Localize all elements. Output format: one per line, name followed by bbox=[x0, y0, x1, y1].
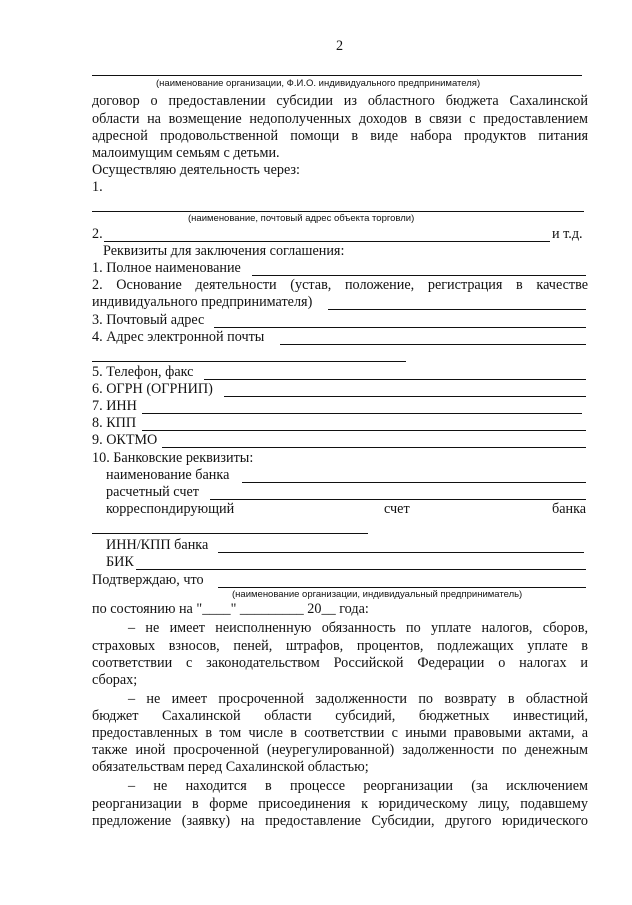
email-label: 4. Адрес электронной почты bbox=[92, 329, 265, 345]
basis-label-2: индивидуального предпринимателя) bbox=[92, 294, 313, 310]
requisites-title: Реквизиты для заключения соглашения: bbox=[103, 243, 345, 259]
bank-requisites-label: 10. Банковские реквизиты: bbox=[92, 450, 254, 466]
intro-line-2: области на возмещение недополученных доходов в связи с предоставлением bbox=[92, 111, 588, 127]
object-line-1[interactable] bbox=[92, 211, 584, 212]
para3-line-2: реорганизации в форме присоединения к юридическому лицу, подавшему bbox=[92, 796, 588, 812]
corr-account-line[interactable] bbox=[92, 533, 368, 534]
object-line-2[interactable] bbox=[104, 241, 550, 242]
activity-label: Осуществляю деятельность через: bbox=[92, 162, 300, 178]
inn-label: 7. ИНН bbox=[92, 398, 137, 414]
account-label: расчетный счет bbox=[106, 484, 199, 500]
phone-label: 5. Телефон, факс bbox=[92, 364, 194, 380]
para2-line-1: – не имеет просроченной задолженности по возврату в областной bbox=[128, 691, 588, 707]
item-1-number: 1. bbox=[92, 179, 103, 195]
page-number: 2 bbox=[336, 38, 344, 54]
oktmo-line[interactable] bbox=[162, 447, 586, 448]
intro-line-3: адресной продовольственной помощи в виде набора продуктов питания bbox=[92, 128, 588, 144]
para3-line-1: – не находится в процессе реорганизации (за исключением bbox=[128, 778, 588, 794]
kpp-label: 8. КПП bbox=[92, 415, 137, 431]
phone-line[interactable] bbox=[204, 379, 586, 380]
ogrn-label: 6. ОГРН (ОГРНИП) bbox=[92, 381, 213, 397]
bank-inn-kpp-label: ИНН/КПП банка bbox=[106, 537, 209, 553]
basis-label-1: 2. Основание деятельности (устав, положение, регистрация в качестве bbox=[92, 277, 588, 293]
para3-line-3: предложение (заявку) на предоставление Субсидии, другого юридического bbox=[92, 813, 588, 829]
inn-line[interactable] bbox=[142, 413, 582, 414]
object-caption: (наименование, почтовый адрес объекта торговли) bbox=[188, 213, 415, 224]
bik-label: БИК bbox=[106, 554, 134, 570]
para2-line-4: также иной просроченной (неурегулированной) задолженности по денежным bbox=[92, 742, 588, 758]
confirm-label: Подтверждаю, что bbox=[92, 572, 204, 588]
postal-label: 3. Почтовый адрес bbox=[92, 312, 205, 328]
bank-name-label: наименование банка bbox=[106, 467, 230, 483]
item-2-number: 2. bbox=[92, 226, 103, 242]
kpp-line[interactable] bbox=[142, 430, 586, 431]
para1-line-2: страховых взносов, пеней, штрафов, процентов, подлежащих уплате в bbox=[92, 638, 588, 654]
full-name-label: 1. Полное наименование bbox=[92, 260, 241, 276]
para1-line-4: сборах; bbox=[92, 672, 138, 688]
oktmo-label: 9. ОКТМО bbox=[92, 432, 158, 448]
confirm-caption: (наименование организации, индивидуальный предприниматель) bbox=[232, 589, 523, 600]
ogrn-line[interactable] bbox=[224, 396, 586, 397]
confirm-line[interactable] bbox=[218, 587, 586, 588]
org-name-line[interactable] bbox=[92, 75, 582, 76]
email-line-2[interactable] bbox=[92, 361, 406, 362]
account-line[interactable] bbox=[210, 499, 586, 500]
intro-line-1: договор о предоставлении субсидии из областного бюджета Сахалинской bbox=[92, 93, 588, 109]
para2-line-3: предоставленных в том числе в соответствии с иными правовыми актами, а bbox=[92, 725, 588, 741]
full-name-line[interactable] bbox=[252, 275, 586, 276]
email-line[interactable] bbox=[280, 344, 586, 345]
para1-line-3: соответствии с законодательством Российской Федерации о налогах и bbox=[92, 655, 588, 671]
etc-label: и т.д. bbox=[552, 226, 583, 242]
corr-account-label-a: корреспондирующий bbox=[106, 501, 235, 517]
corr-account-label-b: счет bbox=[384, 501, 410, 517]
para2-line-2: бюджет Сахалинской области субсидий, бюджетных инвестиций, bbox=[92, 708, 588, 724]
intro-line-4: малоимущим семьям с детьми. bbox=[92, 145, 280, 161]
corr-account-label-c: банка bbox=[552, 501, 587, 517]
basis-line[interactable] bbox=[328, 309, 586, 310]
para2-line-5: обязательствам перед Сахалинской областью; bbox=[92, 759, 369, 775]
org-name-caption: (наименование организации, Ф.И.О. индивидуального предпринимателя) bbox=[156, 78, 481, 89]
bank-name-line[interactable] bbox=[242, 482, 586, 483]
as-of-date: по состоянию на "____" _________ 20__ года: bbox=[92, 601, 369, 617]
bik-line[interactable] bbox=[136, 569, 586, 570]
bank-inn-kpp-line[interactable] bbox=[218, 552, 584, 553]
para1-line-1: – не имеет неисполненную обязанность по уплате налогов, сборов, bbox=[128, 620, 588, 636]
postal-line[interactable] bbox=[214, 327, 586, 328]
